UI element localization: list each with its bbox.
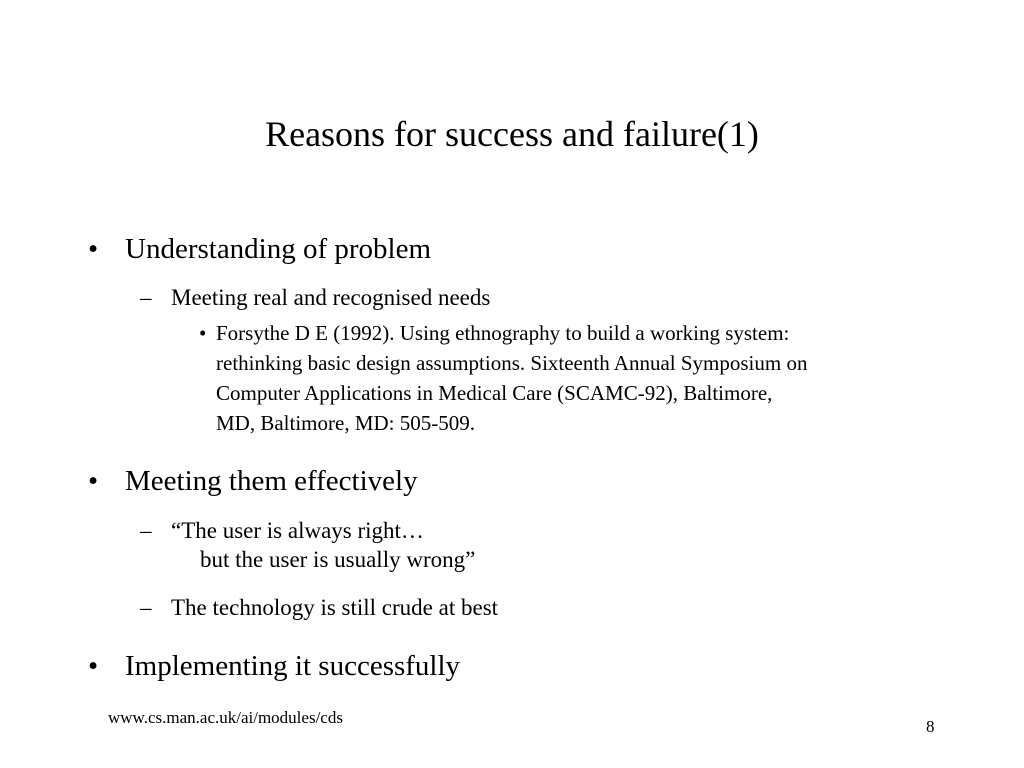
page-number: 8 [926, 717, 935, 736]
quote-continuation: but the user is usually wrong” [200, 547, 476, 572]
reference-line: MD, Baltimore, MD: 505-509. [216, 411, 475, 435]
bullet-text: Understanding of problem [125, 233, 432, 265]
sub-bullet-text: The technology is still crude at best [171, 595, 499, 620]
sub-bullet-text: Meeting real and recognised needs [171, 285, 491, 310]
reference-line: Forsythe D E (1992). Using ethnography to build a working system: [216, 321, 790, 345]
sub-bullet-marker: • [199, 321, 207, 345]
dash-marker: – [140, 595, 152, 620]
footer-url: www.cs.man.ac.uk/ai/modules/cds [108, 708, 343, 727]
bullet-marker: • [88, 465, 99, 497]
slide-title: Reasons for success and failure(1) [265, 114, 759, 154]
bullet-text: Implementing it successfully [125, 650, 461, 682]
bullet-marker: • [88, 650, 99, 682]
dash-marker: – [140, 285, 152, 310]
reference-line: Computer Applications in Medical Care (SCAMC-92), Baltimore, [216, 381, 773, 405]
dash-marker: – [140, 518, 152, 543]
bullet-text: Meeting them effectively [125, 465, 418, 497]
bullet-marker: • [88, 233, 99, 265]
reference-line: rethinking basic design assumptions. Sixteenth Annual Symposium on [216, 351, 808, 375]
quote-text: “The user is always right… [171, 518, 424, 543]
